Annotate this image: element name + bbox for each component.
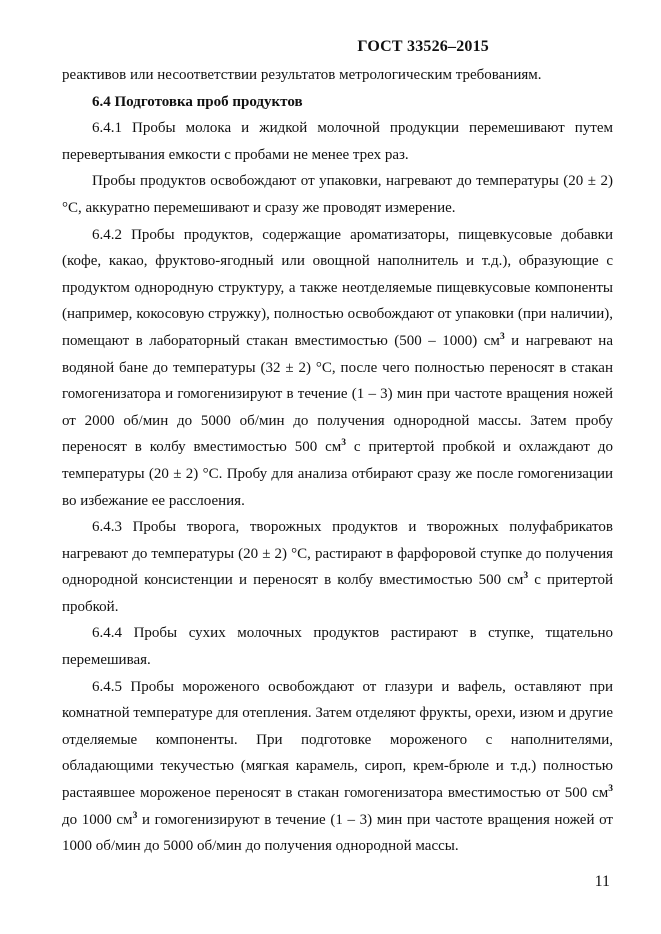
- superscript: 3: [608, 784, 613, 795]
- paragraph-6-4-4: 6.4.4 Пробы сухих молочных продуктов растирают в ступке, тщательно перемешивая.: [62, 625, 613, 669]
- document-code-header: ГОСТ 33526–2015: [357, 38, 489, 55]
- text-span: с притертой пробкой.: [62, 572, 613, 615]
- superscript: 3: [341, 438, 347, 449]
- text-span: 6.4.5 Пробы мороженого освобождают от глазури и вафель, оставляют при комнатной температуре для отепления. Затем отделяют фрукты, орехи, изюм и другие отделяемые компоненты. При подготовке мороженого с наполнителями, обладающими текучестью (мягкая карамель, сироп, крем-брюле и т.д.) полностью растаявшее мороженое переносят в стакан гомогенизатора вместимостью от 500 см: [62, 678, 613, 802]
- continued-paragraph: реактивов или несоответствии результатов метрологическим требованиям.: [62, 67, 542, 83]
- text-span: с притертой пробкой и охлаждают до температуры (20 ± 2) °С. Пробу для анализа отбирают сразу же после гомогенизации во избежание ее расслоения.: [62, 439, 613, 509]
- paragraph-6-4-3: [62, 514, 613, 620]
- section-heading: 6.4 Подготовка проб продуктов: [92, 93, 303, 110]
- document-body: [62, 62, 613, 860]
- paragraph-6-4-5: [62, 674, 613, 860]
- paragraph-6-4-2: [62, 222, 613, 515]
- superscript: 3: [132, 810, 138, 821]
- text-span: и нагревают на водяной бане до температуры (32 ± 2) °С, после чего полностью переносят в стакан гомогенизатора и гомогенизируют в течение (1 – 3) мин при частоте вращения ножей от 2000 об/мин до 5000 об/мин до получения однородной массы. Затем пробу переносят в колбу вместимостью 500 см: [62, 332, 613, 456]
- text-span: 6.4.2 Пробы продуктов, содержащие ароматизаторы, пищевкусовые добавки (кофе, какао, фруктово-ягодный или овощной наполнитель и т.д.), образующие с продуктом однородную структуру, а также неотделяемые пищевкусовые компоненты (например, кокосовую стружку), полностью освобождают от упаковки (при наличии), помещают в лабораторный стакан вместимостью (500 – 1000) см: [62, 226, 613, 349]
- paragraph-6-4-1: 6.4.1 Пробы молока и жидкой молочной продукции перемешивают путем перевертывания емкости с пробами не менее трех раз.: [62, 120, 613, 163]
- superscript: 3: [523, 571, 529, 582]
- paragraph-heating: Пробы продуктов освобождают от упаковки, нагревают до температуры (20 ± 2) °С, аккуратно перемешивают и сразу же проводят измерение.: [62, 173, 613, 216]
- text-span: до 1000 см: [62, 811, 133, 828]
- text-span: и гомогенизируют в течение (1 – 3) мин при частоте вращения ножей от 1000 об/мин до 5000 об/мин до получения однородной массы.: [62, 811, 613, 855]
- page-number: 11: [594, 873, 610, 890]
- text-span: 6.4.3 Пробы творога, творожных продуктов и творожных полуфабрикатов нагревают до температуры (20 ± 2) °С, растирают в фарфоровой ступке до получения однородной консистенции и переносят в колбу вместимостью 500 см: [62, 519, 613, 589]
- superscript: 3: [499, 331, 505, 342]
